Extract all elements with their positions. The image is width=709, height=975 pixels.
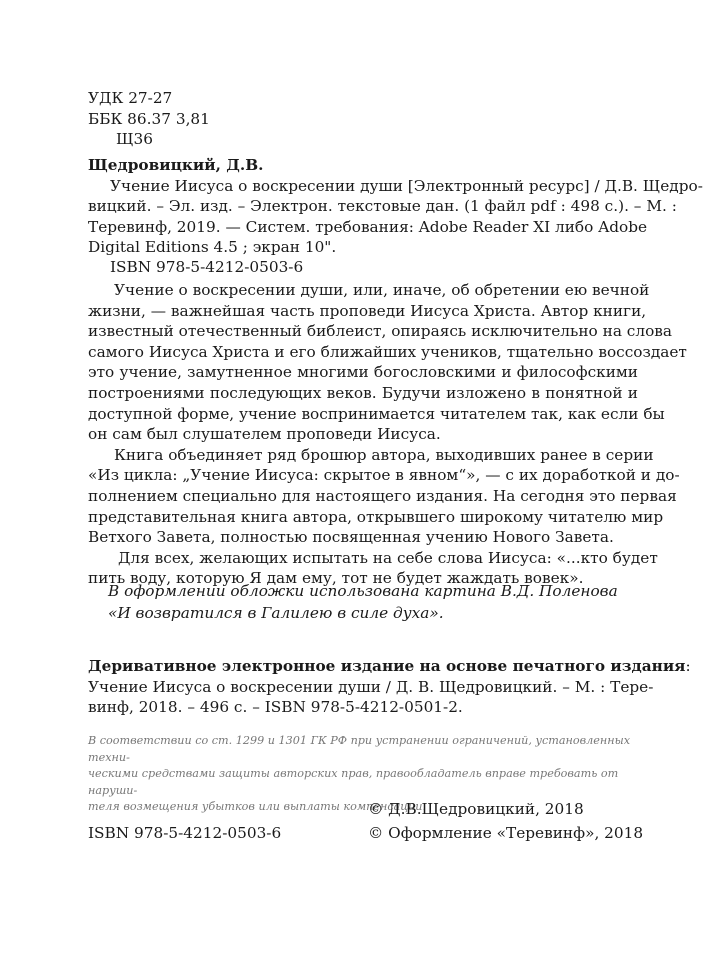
annotation-line: доступной форме, учение воспринимается читателем так, как если бы bbox=[88, 404, 665, 423]
annotation-line: это учение, замутненное многими богословскими и философскими bbox=[88, 363, 638, 382]
derivative-line: Учение Иисуса о воскресении души / Д. В. Щедровицкий. – М. : Тере- bbox=[88, 677, 654, 696]
legal-notice-line: ческими средствами защиты авторских прав, правообладатель вправе требовать от наруши- bbox=[88, 767, 619, 797]
annotation-line: Книга объединяет ряд брошюр автора, выходивших ранее в серии bbox=[114, 445, 654, 464]
derivative-heading-line bbox=[88, 656, 691, 677]
derivative-edition bbox=[88, 656, 691, 718]
derivative-line: винф, 2018. – 496 с. – ISBN 978-5-4212-0501-2. bbox=[88, 698, 463, 717]
annotation-line: Ветхого Завета, полностью посвященная учению Нового Завета. bbox=[88, 528, 614, 547]
classification-block bbox=[88, 88, 638, 150]
biblio-line: Теревинф, 2019. — Систем. требования: Adobe Reader XI либо Adobe bbox=[88, 217, 648, 236]
annotation-line: жизни, — важнейшая часть проповеди Иисуса Христа. Автор книги, bbox=[88, 301, 647, 320]
annotation-paragraph-2 bbox=[88, 445, 680, 548]
annotation-line: он сам был слушателем проповеди Иисуса. bbox=[88, 425, 441, 444]
derivative-heading: Деривативное электронное издание на основе печатного издания bbox=[88, 657, 686, 675]
annotation-line: полнением специально для настоящего издания. На сегодня это первая bbox=[88, 486, 677, 505]
derivative-colon: : bbox=[685, 657, 691, 675]
annotation-line: Для всех, желающих испытать на себе слова Иисуса: «...кто будет bbox=[118, 548, 658, 567]
cover-note-line: «И возвратился в Галилею в силе духа». bbox=[108, 604, 444, 622]
bibliographic-record bbox=[88, 155, 703, 258]
biblio-line: Digital Editions 4.5 ; экран 10". bbox=[88, 238, 337, 257]
biblio-line: Учение Иисуса о воскресении души [Электронный ресурс] / Д.В. Щедро- bbox=[110, 176, 703, 195]
annotation-line: пить воду, которую Я дам ему, тот не будет жаждать вовек». bbox=[88, 569, 584, 588]
bbk-code: ББК 86.37 3,81 bbox=[88, 109, 210, 128]
isbn-number: ISBN 978-5-4212-0503-6 bbox=[110, 258, 304, 276]
annotation-line: построениями последующих веков. Будучи изложено в понятной и bbox=[88, 383, 638, 402]
cover-note-line: В оформлении обложки использована картина В.Д. Поленова bbox=[108, 582, 618, 600]
annotation-line: Учение о воскресении души, или, иначе, об обретении ею вечной bbox=[114, 281, 650, 299]
author-heading: Щедровицкий, Д.В. bbox=[88, 156, 264, 174]
author-mark: Щ36 bbox=[116, 130, 153, 149]
annotation bbox=[88, 280, 687, 589]
legal-notice-line: теля возмещения убытков или выплаты компенсации. bbox=[88, 800, 427, 813]
copyright-design: © Оформление «Теревинф», 2018 bbox=[368, 824, 644, 842]
udk-code: УДК 27-27 bbox=[88, 89, 173, 107]
annotation-line: представительная книга автора, открывшего широкому читателю мир bbox=[88, 507, 664, 526]
cover-note bbox=[108, 580, 638, 624]
copyright-author: © Д.В.Щедровицкий, 2018 bbox=[368, 800, 584, 818]
footer-isbn: ISBN 978-5-4212-0503-6 bbox=[88, 824, 282, 842]
legal-notice-line: В соответствии со ст. 1299 и 1301 ГК РФ при устранении ограничений, установленных техни- bbox=[88, 734, 631, 764]
annotation-paragraph-1 bbox=[88, 280, 687, 445]
annotation-line: самого Иисуса Христа и его ближайших учеников, тщательно воссоздает bbox=[88, 342, 687, 361]
annotation-line: «Из цикла: „Учение Иисуса: скрытое в явном“», — с их доработкой и до- bbox=[88, 466, 680, 485]
annotation-line: известный отечественный библеист, опираясь исключительно на слова bbox=[88, 322, 673, 341]
isbn-block bbox=[88, 257, 638, 278]
biblio-line: вицкий. – Эл. изд. – Электрон. текстовые дан. (1 файл pdf : 498 с.). – М. : bbox=[88, 197, 677, 216]
